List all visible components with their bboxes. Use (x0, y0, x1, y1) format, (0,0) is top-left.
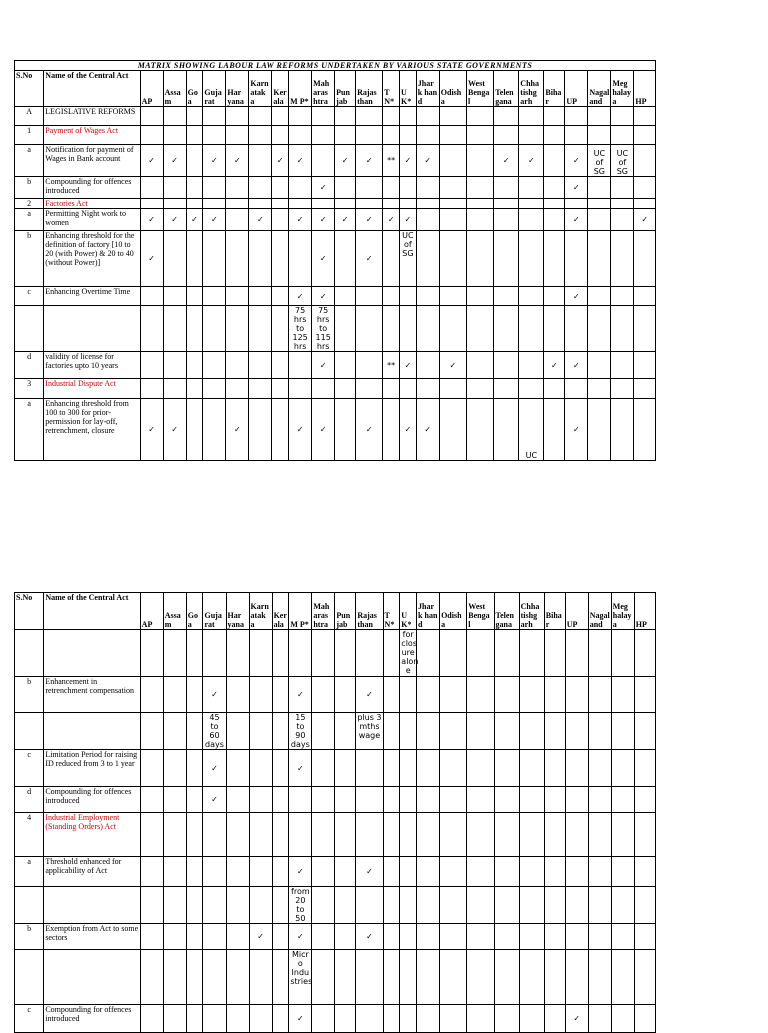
row-sno: 2 (15, 199, 44, 209)
tick-mark: ✓ (289, 924, 312, 950)
row-sno: b (15, 677, 44, 713)
tick-mark: ✓ (249, 209, 272, 231)
state-header: Nagal and (588, 71, 611, 107)
row-sno: c (15, 750, 44, 787)
state-header: West Benga l (467, 593, 494, 630)
tick-mark: ✓ (565, 1005, 588, 1033)
row-sno: c (15, 1005, 44, 1033)
tick-mark: ✓ (383, 209, 400, 231)
state-header: Mah aras htra (312, 593, 335, 630)
tick-mark: ✓ (163, 209, 186, 231)
state-header: T N* (383, 71, 400, 107)
tick-mark: ✓ (140, 145, 163, 177)
page-title: MATRIX SHOWING LABOUR LAW REFORMS UNDERTAKEN BY VARIOUS STATE GOVERNMENTS (15, 61, 656, 71)
table-row (15, 950, 656, 1005)
tick-mark: ✓ (312, 352, 335, 379)
threshold-note: from 20 to 50 (289, 887, 312, 924)
row-label: Enhancing threshold for the definition of factory [10 to 20 (with Power) & 20 to 40 (without Power)] (44, 231, 140, 287)
state-header: Ker ala (272, 593, 289, 630)
tick-mark: ✓ (565, 287, 588, 306)
tick-mark: ✓ (565, 145, 588, 177)
table-row (15, 209, 656, 231)
tick-mark: ✓ (140, 209, 163, 231)
tick-mark: ✓ (163, 399, 186, 461)
row-label: Threshold enhanced for applicability of Act (44, 857, 140, 887)
state-header: Go a (186, 71, 203, 107)
table-row (15, 813, 656, 857)
reforms-matrix-table-2 (14, 592, 656, 1033)
table-row (15, 1005, 656, 1033)
tick-mark: ✓ (312, 399, 335, 461)
row-sno: d (15, 787, 44, 813)
tick-mark: ✓ (312, 287, 335, 306)
tick-mark: ✓ (203, 209, 226, 231)
row-label: validity of license for factories upto 10 years (44, 352, 140, 379)
state-header: Pun jab (335, 593, 356, 630)
tick-mark: ✓ (356, 857, 383, 887)
state-header: Telen gana (494, 593, 519, 630)
state-header: Ker ala (272, 71, 289, 107)
row-label: Enhancing Overtime Time (44, 287, 140, 306)
state-header: Karn atak a (249, 593, 272, 630)
row-label: Exemption from Act to some sectors (44, 924, 140, 950)
compensation-note: plus 3 mths wage (356, 713, 383, 750)
star-mark: ** (383, 145, 400, 177)
uc-note: UC of SG (588, 145, 611, 177)
state-header: U K* (400, 71, 417, 107)
state-header: HP (634, 71, 656, 107)
state-header: Mah aras htra (312, 71, 335, 107)
state-header: M P* (289, 593, 312, 630)
section-label: LEGISLATIVE REFORMS (44, 107, 140, 126)
row-sno: a (15, 209, 44, 231)
tick-mark: ✓ (203, 787, 226, 813)
state-header: Har yana (226, 71, 249, 107)
state-header: Jhar k han d (417, 593, 440, 630)
tick-mark: ✓ (416, 399, 439, 461)
row-sno: a (15, 399, 44, 461)
tick-mark: ✓ (289, 677, 312, 713)
state-header: Meg halay a (611, 593, 634, 630)
table-row (15, 787, 656, 813)
tick-mark: ✓ (289, 287, 312, 306)
table-row (15, 677, 656, 713)
state-header: UP (565, 71, 588, 107)
row-sno: d (15, 352, 44, 379)
tick-mark: ✓ (335, 209, 356, 231)
state-header: HP (634, 593, 655, 630)
tick-mark: ✓ (416, 145, 439, 177)
state-header: Guja rat (203, 593, 226, 630)
table-row (15, 199, 656, 209)
tick-mark: ✓ (544, 352, 565, 379)
tick-mark: ✓ (565, 209, 588, 231)
sno-header: S.No (15, 71, 44, 107)
state-header: Biha r (544, 71, 565, 107)
tick-mark: ✓ (140, 231, 163, 287)
state-header: Assa m (163, 593, 186, 630)
state-header: West Benga l (466, 71, 493, 107)
table-row (15, 231, 656, 287)
row-sno: 1 (15, 126, 44, 145)
tick-mark: ✓ (439, 352, 466, 379)
tick-mark: ✓ (356, 231, 383, 287)
tick-mark: ✓ (356, 677, 383, 713)
overtime-note: 75 hrs to 115 hrs (312, 306, 335, 352)
header-row (15, 593, 656, 630)
state-header: UP (565, 593, 588, 630)
tick-mark: ✓ (289, 145, 312, 177)
act-label: Payment of Wages Act (44, 126, 140, 145)
table-row (15, 399, 656, 461)
tick-mark: ✓ (494, 145, 519, 177)
state-header: Rajas than (356, 593, 383, 630)
exemption-note: Micr o Indu stries (289, 950, 312, 1005)
tick-mark: ✓ (356, 145, 383, 177)
row-label: Limitation Period for raising ID reduced from 3 to 1 year (44, 750, 140, 787)
row-sno: b (15, 177, 44, 199)
row-sno: 4 (15, 813, 44, 857)
compensation-note: 15 to 90 days (289, 713, 312, 750)
tick-mark: ✓ (289, 857, 312, 887)
row-sno: a (15, 145, 44, 177)
state-header: Go a (186, 593, 203, 630)
row-sno: 3 (15, 379, 44, 399)
tick-mark: ✓ (634, 209, 656, 231)
tick-mark: ✓ (400, 352, 417, 379)
reforms-matrix-table-1 (14, 60, 656, 461)
row-sno: b (15, 924, 44, 950)
tick-mark: ✓ (203, 677, 226, 713)
state-header: AP (140, 71, 163, 107)
tick-mark: ✓ (289, 1005, 312, 1033)
tick-mark: ✓ (565, 352, 588, 379)
table-row (15, 713, 656, 750)
tick-mark: ✓ (289, 209, 312, 231)
tick-mark: ✓ (312, 231, 335, 287)
tick-mark: ✓ (400, 399, 417, 461)
sno-header: S.No (15, 593, 44, 630)
state-header: Odish a (439, 71, 466, 107)
table-row (15, 887, 656, 924)
overtime-note: 75 hrs to 125 hrs (289, 306, 312, 352)
row-label: Compounding for offences introduced (44, 787, 140, 813)
table-row (15, 352, 656, 379)
tick-mark: ✓ (289, 750, 312, 787)
state-header: Assa m (163, 71, 186, 107)
table-row (15, 924, 656, 950)
state-header: Karn atak a (249, 71, 272, 107)
state-header: M P* (289, 71, 312, 107)
row-label: Compounding for offences introduced (44, 1005, 140, 1033)
row-sno: c (15, 287, 44, 306)
table-row (15, 379, 656, 399)
state-header: T N* (383, 593, 400, 630)
table-row (15, 145, 656, 177)
table-row (15, 126, 656, 145)
tick-mark: ✓ (226, 399, 249, 461)
table-row (15, 177, 656, 199)
state-header: Nagal and (588, 593, 611, 630)
tick-mark: ✓ (186, 209, 203, 231)
table-row (15, 306, 656, 352)
tick-mark: ✓ (249, 924, 272, 950)
table-row (15, 857, 656, 887)
row-label: Enhancing threshold from 100 to 300 for prior-permission for lay-off, retrenchment, closure (44, 399, 140, 461)
act-label: Factories Act (44, 199, 140, 209)
star-mark: ** (383, 352, 400, 379)
state-header: Odish a (440, 593, 467, 630)
act-name-header: Name of the Central Act (44, 71, 140, 107)
tick-mark: ✓ (400, 145, 417, 177)
tick-mark: ✓ (400, 209, 417, 231)
tick-mark: ✓ (289, 399, 312, 461)
state-header: Rajas than (356, 71, 383, 107)
state-header: Jhar k han d (416, 71, 439, 107)
tick-mark: ✓ (356, 209, 383, 231)
row-sno: a (15, 857, 44, 887)
tick-mark: ✓ (272, 145, 289, 177)
state-header: Telen gana (494, 71, 519, 107)
tick-mark: ✓ (312, 177, 335, 199)
table-row (15, 107, 656, 126)
act-label: Industrial Dispute Act (44, 379, 140, 399)
tick-mark: ✓ (356, 399, 383, 461)
act-label: Industrial Employment (Standing Orders) Act (44, 813, 140, 857)
tick-mark: ✓ (203, 145, 226, 177)
state-header: Biha r (544, 593, 565, 630)
row-label: Enhancement in retrenchment compensation (44, 677, 140, 713)
tick-mark: ✓ (335, 145, 356, 177)
row-label: Permitting Night work to women (44, 209, 140, 231)
compensation-note: 45 to 60 days (203, 713, 226, 750)
tick-mark: ✓ (565, 177, 588, 199)
table-row (15, 287, 656, 306)
tick-mark: ✓ (163, 145, 186, 177)
row-label: Notification for payment of Wages in Bank account (44, 145, 140, 177)
row-sno: b (15, 231, 44, 287)
state-header: Chha tishg arh (519, 593, 544, 630)
row-sno: A (15, 107, 44, 126)
tick-mark: ✓ (203, 750, 226, 787)
state-header: U K* (400, 593, 417, 630)
act-name-header: Name of the Central Act (44, 593, 140, 630)
state-header: Chha tishg arh (519, 71, 544, 107)
state-header: Pun jab (335, 71, 356, 107)
state-header: Har yana (226, 593, 249, 630)
uc-note: UC of SG (611, 145, 634, 177)
state-header: Meg halay a (611, 71, 634, 107)
closure-note: for clos ure alon e (401, 630, 419, 675)
row-label: Compounding for offences introduced (44, 177, 140, 199)
state-header: AP (140, 593, 163, 630)
table-row (15, 750, 656, 787)
uc-note: UC of SG (400, 231, 417, 287)
tick-mark: ✓ (226, 145, 249, 177)
uc-note: UC (519, 399, 544, 461)
tick-mark: ✓ (356, 924, 383, 950)
state-header: Guja rat (203, 71, 226, 107)
table-row (15, 630, 656, 677)
tick-mark: ✓ (519, 145, 544, 177)
header-row (15, 71, 656, 107)
tick-mark: ✓ (565, 399, 588, 461)
tick-mark: ✓ (312, 209, 335, 231)
tick-mark: ✓ (140, 399, 163, 461)
